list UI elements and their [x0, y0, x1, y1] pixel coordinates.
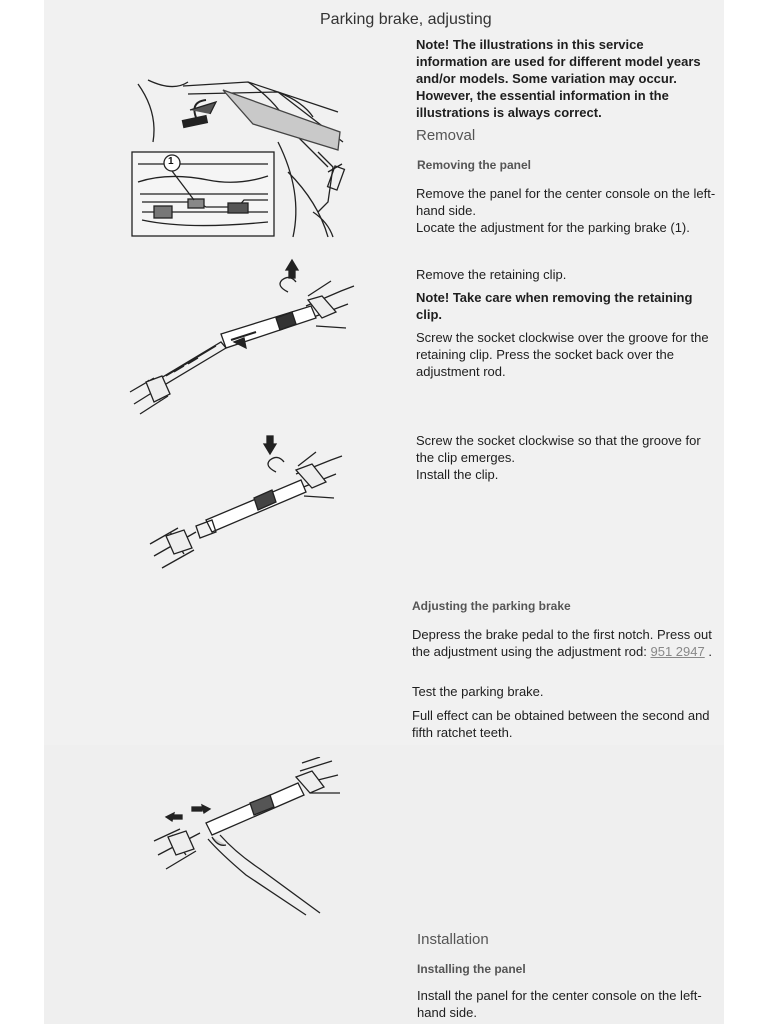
installing-panel-subheading: Installing the panel	[417, 962, 526, 976]
removal-step-4: Screw the socket clockwise over the groove for the retaining clip. Press the socket back over the adjustment rod.	[416, 330, 709, 379]
installation-step-1: Install the panel for the center console on the left-hand side.	[417, 988, 702, 1020]
removal-step-2: Locate the adjustment for the parking brake (1).	[416, 220, 690, 235]
adjusting-step-2: Test the parking brake.	[412, 684, 544, 699]
illustration-note: Note! The illustrations in this service information are used for different model years and/or models. Some variation may occur. However, the essential information in the illustrations is always correct.	[416, 37, 701, 120]
removal-step-5: Screw the socket clockwise so that the groove for the clip emerges.	[416, 433, 701, 465]
removal-step-3: Remove the retaining clip.	[416, 267, 567, 282]
callout-1: 1	[168, 156, 174, 167]
adjustment-press-out-figure	[150, 757, 346, 921]
clip-installation-figure	[146, 432, 346, 576]
retaining-clip-removal-figure	[126, 256, 360, 418]
adjusting-step-3: Full effect can be obtained between the second and fifth ratchet teeth.	[412, 708, 710, 740]
removal-step-6: Install the clip.	[416, 467, 499, 482]
console-location-figure	[128, 72, 350, 242]
removal-heading: Removal	[416, 127, 476, 144]
adjusting-step-1: Depress the brake pedal to the first notch. Press out the adjustment using the adjustment rod: 951 2947 .	[412, 627, 712, 659]
removal-step-1: Remove the panel for the center console on the left-hand side.	[416, 186, 716, 218]
installation-heading: Installation	[417, 931, 489, 948]
retaining-clip-note: Note! Take care when removing the retaining clip.	[416, 290, 693, 322]
adjusting-subheading: Adjusting the parking brake	[412, 599, 571, 613]
page-title: Parking brake, adjusting	[320, 11, 492, 28]
tool-reference-link[interactable]: 951 2947	[650, 644, 705, 659]
removing-panel-subheading: Removing the panel	[417, 158, 532, 172]
